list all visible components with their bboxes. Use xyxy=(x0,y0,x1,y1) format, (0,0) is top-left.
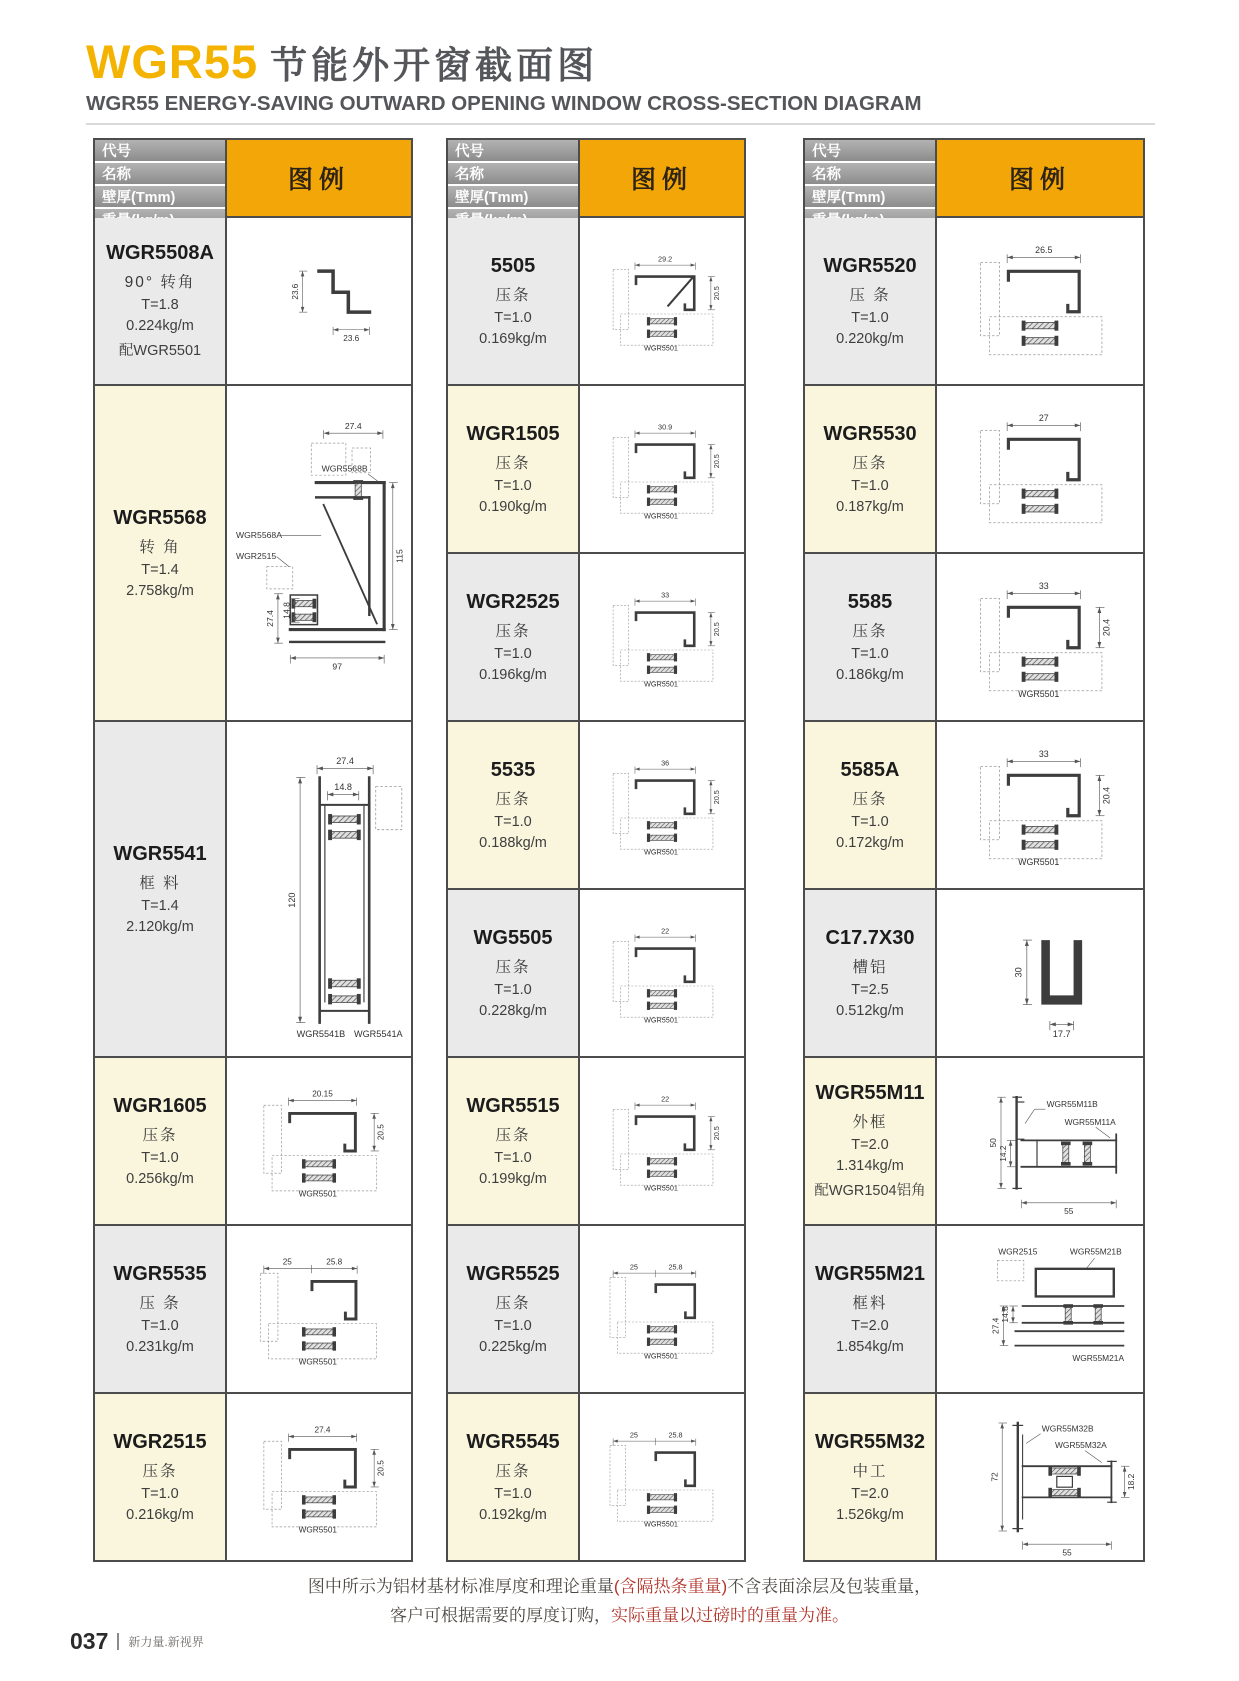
profile-code: WGR5508A xyxy=(106,242,214,264)
profile-diagram xyxy=(937,1394,1143,1560)
svg-text:WGR55M11B: WGR55M11B xyxy=(1046,1098,1098,1109)
header-label: 壁厚(Tmm) xyxy=(805,186,935,209)
profile-row-WGR5541 xyxy=(95,720,411,1056)
svg-text:27.4: 27.4 xyxy=(336,755,354,766)
profile-diagram xyxy=(937,890,1143,1056)
profile-code: WGR55M21 xyxy=(814,1263,926,1285)
profile-weight: 0.199kg/m xyxy=(479,1171,547,1187)
profile-code: WGR5545 xyxy=(466,1431,560,1453)
profile-name: 压条 xyxy=(142,1463,178,1480)
legend-header: 图例 xyxy=(630,166,693,194)
profile-extra: 配WGR1504铝角 xyxy=(814,1183,926,1199)
profile-code: WGR2525 xyxy=(466,591,560,613)
svg-text:WGR5501: WGR5501 xyxy=(298,1357,337,1367)
profile-row-WGR55M21 xyxy=(805,1224,1143,1392)
table-header xyxy=(95,140,411,216)
cross-section-drawing xyxy=(584,390,740,548)
profile-name: 压条 xyxy=(495,791,531,808)
profile-name: 框料 xyxy=(852,1295,888,1312)
profile-row-5585 xyxy=(805,552,1143,720)
svg-text:WGR5568B: WGR5568B xyxy=(321,463,368,474)
profile-thickness: T=1.0 xyxy=(141,1318,179,1334)
svg-text:WGR55M21A: WGR55M21A xyxy=(1072,1353,1125,1364)
svg-text:97: 97 xyxy=(332,661,343,672)
profile-code: WGR1505 xyxy=(466,423,560,445)
svg-text:WGR55M11A: WGR55M11A xyxy=(1064,1116,1116,1127)
profile-info xyxy=(448,218,580,384)
svg-text:WGR2515: WGR2515 xyxy=(235,551,277,562)
svg-text:36: 36 xyxy=(661,758,670,768)
profile-weight: 0.169kg/m xyxy=(479,331,547,347)
profile-diagram xyxy=(937,722,1143,888)
profile-diagram xyxy=(227,386,411,720)
profile-weight: 1.854kg/m xyxy=(836,1339,904,1355)
header-label: 壁厚(Tmm) xyxy=(95,186,225,209)
cross-section-drawing xyxy=(584,1062,740,1220)
profile-diagram xyxy=(937,386,1143,552)
svg-text:55: 55 xyxy=(1064,1206,1074,1217)
profile-weight: 0.186kg/m xyxy=(836,667,904,683)
profile-info xyxy=(448,554,580,720)
note-text-red: (含隔热条重量) xyxy=(613,1577,728,1596)
profile-info xyxy=(95,1058,227,1224)
profile-name: 外框 xyxy=(852,1114,888,1131)
header-label: 名称 xyxy=(95,163,225,186)
svg-text:WGR5501: WGR5501 xyxy=(643,343,678,353)
svg-text:14.8: 14.8 xyxy=(281,602,292,619)
profile-code: 5585A xyxy=(840,759,900,781)
profile-row-WGR2515 xyxy=(95,1392,411,1560)
profile-thickness: T=2.0 xyxy=(851,1318,889,1334)
cross-section-drawing xyxy=(231,390,407,716)
profile-thickness: T=1.0 xyxy=(494,1318,532,1334)
note-text-red: 实际重量以过磅时的重量为准。 xyxy=(611,1606,849,1626)
page-brand: 新力量.新视界 xyxy=(128,1635,204,1649)
svg-text:20.5: 20.5 xyxy=(712,622,722,637)
svg-text:33: 33 xyxy=(1038,580,1049,591)
profile-code: WGR5568 xyxy=(113,507,207,529)
profile-info xyxy=(805,1226,937,1392)
profile-code: 5535 xyxy=(490,759,536,781)
profile-thickness: T=1.0 xyxy=(141,1150,179,1166)
profile-code: WGR2515 xyxy=(113,1431,207,1453)
svg-text:WGR5541B: WGR5541B xyxy=(296,1028,346,1039)
profile-row-C17.7X30 xyxy=(805,888,1143,1056)
profile-weight: 0.225kg/m xyxy=(479,1339,547,1355)
header-label: 代号 xyxy=(805,140,935,163)
profile-info xyxy=(448,1226,580,1392)
svg-text:50: 50 xyxy=(988,1138,999,1148)
legend-header: 图例 xyxy=(1008,166,1071,194)
page-footer xyxy=(70,1628,204,1655)
profile-diagram xyxy=(580,386,744,552)
profile-thickness: T=1.0 xyxy=(494,814,532,830)
svg-text:25: 25 xyxy=(629,1430,638,1440)
profile-weight: 0.512kg/m xyxy=(836,1003,904,1019)
table-header xyxy=(805,140,1143,216)
svg-text:WGR5501: WGR5501 xyxy=(1018,857,1060,868)
profile-name: 压条 xyxy=(495,959,531,976)
cross-section-drawing xyxy=(231,1230,407,1388)
svg-text:27: 27 xyxy=(1038,412,1049,423)
svg-text:WGR5501: WGR5501 xyxy=(643,847,678,857)
profile-thickness: T=1.4 xyxy=(141,562,179,578)
header-label: 名称 xyxy=(448,163,578,186)
profile-diagram xyxy=(580,1226,744,1392)
profile-weight: 0.224kg/m xyxy=(126,318,194,334)
profile-thickness: T=1.0 xyxy=(851,814,889,830)
table-header-labels xyxy=(95,140,227,216)
legend-header: 图例 xyxy=(287,166,350,194)
svg-text:14.8: 14.8 xyxy=(1000,1306,1011,1323)
footer-note-line-2 xyxy=(0,1601,1239,1630)
profile-code: WGR5520 xyxy=(823,255,917,277)
profile-row-WGR2525 xyxy=(448,552,744,720)
profile-thickness: T=2.5 xyxy=(851,982,889,998)
svg-text:27.4: 27.4 xyxy=(344,420,362,431)
profile-thickness: T=1.0 xyxy=(851,478,889,494)
profile-code: WGR5535 xyxy=(113,1263,207,1285)
profile-info xyxy=(805,386,937,552)
page-title xyxy=(86,34,1239,89)
profile-weight: 0.216kg/m xyxy=(126,1507,194,1523)
profile-code: WGR55M32 xyxy=(814,1431,926,1453)
profile-weight: 0.220kg/m xyxy=(836,331,904,347)
cross-section-drawing xyxy=(941,390,1139,548)
profile-thickness: T=1.0 xyxy=(494,1486,532,1502)
svg-text:18.2: 18.2 xyxy=(1126,1473,1137,1490)
profile-code: WGR55M11 xyxy=(815,1082,925,1104)
profile-row-WGR5515 xyxy=(448,1056,744,1224)
profile-info xyxy=(805,722,937,888)
profile-row-WGR5530 xyxy=(805,384,1143,552)
note-text: 图中所示为铝材基材标准厚度和理论重量 xyxy=(307,1577,614,1596)
profile-name: 压 条 xyxy=(139,1295,181,1312)
svg-text:72: 72 xyxy=(989,1472,1000,1482)
header-label: 代号 xyxy=(448,140,578,163)
profile-row-WGR5520 xyxy=(805,216,1143,384)
profile-diagram xyxy=(580,890,744,1056)
svg-text:WGR5541A: WGR5541A xyxy=(354,1028,403,1039)
profile-row-WGR1505 xyxy=(448,384,744,552)
svg-text:30: 30 xyxy=(1013,967,1024,978)
profile-info xyxy=(448,386,580,552)
profile-name: 压条 xyxy=(852,623,888,640)
svg-text:20.4: 20.4 xyxy=(1101,786,1112,805)
profile-row-WGR5535 xyxy=(95,1224,411,1392)
profile-diagram xyxy=(227,1394,411,1560)
svg-text:25.8: 25.8 xyxy=(668,1430,683,1440)
profile-row-WGR55M11 xyxy=(805,1056,1143,1224)
svg-text:20.5: 20.5 xyxy=(376,1460,386,1477)
profile-name: 中工 xyxy=(852,1463,888,1480)
profile-row-WGR1605 xyxy=(95,1056,411,1224)
svg-text:26.5: 26.5 xyxy=(1035,244,1053,255)
profile-info xyxy=(805,554,937,720)
cross-section-drawing xyxy=(584,1398,740,1556)
profile-name: 转 角 xyxy=(139,539,181,556)
profile-info xyxy=(448,890,580,1056)
profile-diagram xyxy=(227,722,411,1056)
cross-section-drawing xyxy=(584,558,740,716)
profile-diagram xyxy=(580,1058,744,1224)
svg-text:WGR5501: WGR5501 xyxy=(298,1525,337,1535)
table-header xyxy=(448,140,744,216)
svg-text:115: 115 xyxy=(394,549,405,563)
cross-section-drawing xyxy=(584,222,740,380)
cross-section-drawing xyxy=(941,1398,1139,1556)
svg-text:20.15: 20.15 xyxy=(312,1089,333,1099)
svg-text:25.8: 25.8 xyxy=(668,1262,683,1272)
profile-name: 压条 xyxy=(142,1127,178,1144)
profile-diagram xyxy=(580,218,744,384)
profile-weight: 0.172kg/m xyxy=(836,835,904,851)
profile-weight: 0.256kg/m xyxy=(126,1171,194,1187)
profile-info xyxy=(805,218,937,384)
profile-name: 框 料 xyxy=(139,875,181,892)
table-header-labels xyxy=(805,140,937,216)
profile-diagram xyxy=(937,218,1143,384)
svg-text:WGR5501: WGR5501 xyxy=(643,1183,678,1193)
profile-thickness: T=1.0 xyxy=(141,1486,179,1502)
cross-section-drawing xyxy=(941,1062,1139,1220)
profile-row-5535 xyxy=(448,720,744,888)
profile-weight: 1.314kg/m xyxy=(836,1158,904,1174)
cross-section-drawing xyxy=(941,894,1139,1052)
svg-text:27.4: 27.4 xyxy=(264,610,275,627)
cross-section-drawing xyxy=(941,1230,1139,1388)
profile-weight: 1.526kg/m xyxy=(836,1507,904,1523)
cross-section-drawing xyxy=(584,894,740,1052)
profile-thickness: T=2.0 xyxy=(851,1486,889,1502)
cross-section-drawing xyxy=(941,726,1139,884)
profile-thickness: T=1.0 xyxy=(494,1150,532,1166)
profile-name: 90° 转角 xyxy=(124,274,196,291)
cross-section-drawing xyxy=(231,222,407,380)
profile-diagram xyxy=(227,1058,411,1224)
svg-text:WGR5501: WGR5501 xyxy=(298,1189,337,1199)
svg-text:20.5: 20.5 xyxy=(712,286,722,301)
profile-info xyxy=(95,218,227,384)
svg-text:20.4: 20.4 xyxy=(1101,618,1112,637)
profile-weight: 2.758kg/m xyxy=(126,583,194,599)
page-title-code: WGR55 xyxy=(86,35,259,88)
profile-thickness: T=1.0 xyxy=(494,478,532,494)
profile-info xyxy=(95,1394,227,1560)
profile-info xyxy=(448,722,580,888)
table-header-labels xyxy=(448,140,580,216)
svg-text:25: 25 xyxy=(282,1257,292,1267)
header-label: 壁厚(Tmm) xyxy=(448,186,578,209)
profile-name: 压 条 xyxy=(849,287,891,304)
svg-text:23.6: 23.6 xyxy=(343,333,360,343)
profile-info xyxy=(805,890,937,1056)
profile-row-WGR5525 xyxy=(448,1224,744,1392)
svg-text:WGR5501: WGR5501 xyxy=(643,511,678,521)
profile-code: WGR5515 xyxy=(466,1095,560,1117)
svg-text:25: 25 xyxy=(629,1262,638,1272)
cross-section-drawing xyxy=(231,1062,407,1220)
page-title-cn: 节能外开窗截面图 xyxy=(270,45,599,86)
profile-thickness: T=1.0 xyxy=(851,646,889,662)
svg-text:WGR55M32B: WGR55M32B xyxy=(1041,1423,1094,1434)
profile-info xyxy=(95,1226,227,1392)
svg-text:14.2: 14.2 xyxy=(997,1145,1008,1162)
profile-row-WG5505 xyxy=(448,888,744,1056)
profile-weight: 0.228kg/m xyxy=(479,1003,547,1019)
svg-text:WGR5501: WGR5501 xyxy=(643,1519,678,1529)
svg-text:WGR5501: WGR5501 xyxy=(643,1015,678,1025)
profile-thickness: T=1.8 xyxy=(141,297,179,313)
profile-name: 压条 xyxy=(852,791,888,808)
profile-table-2 xyxy=(446,138,746,1562)
profile-diagram xyxy=(227,1226,411,1392)
profile-name: 压条 xyxy=(495,287,531,304)
profile-thickness: T=1.0 xyxy=(494,646,532,662)
profile-code: WGR5530 xyxy=(823,423,917,445)
footer-note-line-1 xyxy=(0,1572,1239,1601)
profile-code: 5585 xyxy=(847,591,893,613)
page-number: 037 xyxy=(70,1628,109,1654)
page-footer-divider xyxy=(117,1633,119,1650)
profile-name: 压条 xyxy=(495,1463,531,1480)
profile-row-WGR5508A xyxy=(95,216,411,384)
svg-text:20.5: 20.5 xyxy=(712,1126,722,1141)
svg-text:20.5: 20.5 xyxy=(712,790,722,805)
profile-code: C17.7X30 xyxy=(825,927,915,949)
profile-row-WGR55M32 xyxy=(805,1392,1143,1560)
header-label: 名称 xyxy=(805,163,935,186)
svg-text:120: 120 xyxy=(286,892,297,908)
profile-name: 槽铝 xyxy=(852,959,888,976)
profile-row-5585A xyxy=(805,720,1143,888)
profile-weight: 0.188kg/m xyxy=(479,835,547,851)
profile-weight: 0.187kg/m xyxy=(836,499,904,515)
profile-weight: 0.190kg/m xyxy=(479,499,547,515)
svg-text:20.5: 20.5 xyxy=(712,454,722,469)
svg-text:WGR2515: WGR2515 xyxy=(998,1246,1038,1257)
header-divider xyxy=(86,123,1155,125)
profile-table-3 xyxy=(803,138,1145,1562)
cross-section-drawing xyxy=(941,558,1139,716)
profile-diagram xyxy=(580,1394,744,1560)
cross-section-drawing xyxy=(231,726,407,1052)
profile-weight: 0.192kg/m xyxy=(479,1507,547,1523)
profile-info xyxy=(448,1394,580,1560)
cross-section-drawing xyxy=(584,1230,740,1388)
svg-text:17.7: 17.7 xyxy=(1052,1028,1071,1039)
cross-section-drawing xyxy=(584,726,740,884)
svg-text:WGR55M21B: WGR55M21B xyxy=(1069,1246,1122,1257)
svg-text:WGR5501: WGR5501 xyxy=(643,1351,678,1361)
svg-text:WGR5501: WGR5501 xyxy=(1018,689,1060,700)
profile-thickness: T=2.0 xyxy=(851,1137,889,1153)
profile-info xyxy=(805,1058,937,1224)
profile-name: 压条 xyxy=(852,455,888,472)
svg-text:22: 22 xyxy=(661,1094,670,1104)
svg-text:WGR5501: WGR5501 xyxy=(643,679,678,689)
page-subtitle: WGR55 ENERGY-SAVING OUTWARD OPENING WINDOW CROSS-SECTION DIAGRAM xyxy=(86,92,922,115)
profile-diagram xyxy=(580,722,744,888)
note-text: 不含表面涂层及包装重量， xyxy=(727,1577,932,1596)
profile-thickness: T=1.0 xyxy=(494,982,532,998)
profile-name: 压条 xyxy=(495,623,531,640)
profile-info xyxy=(805,1394,937,1560)
profile-weight: 0.231kg/m xyxy=(126,1339,194,1355)
profile-row-WGR5568 xyxy=(95,384,411,720)
profile-diagram xyxy=(937,554,1143,720)
svg-text:30.9: 30.9 xyxy=(658,422,673,432)
svg-text:WGR5568A: WGR5568A xyxy=(235,530,282,541)
svg-text:27.4: 27.4 xyxy=(990,1317,1001,1334)
profile-info xyxy=(95,722,227,1056)
profile-diagram xyxy=(227,218,411,384)
profile-code: WGR5541 xyxy=(113,843,207,865)
page-header xyxy=(0,0,1239,125)
svg-text:27.4: 27.4 xyxy=(314,1425,331,1435)
svg-text:20.5: 20.5 xyxy=(376,1124,386,1141)
profile-info xyxy=(95,386,227,720)
profile-thickness: T=1.0 xyxy=(851,310,889,326)
svg-text:23.6: 23.6 xyxy=(290,283,300,300)
profile-thickness: T=1.4 xyxy=(141,898,179,914)
svg-text:25.8: 25.8 xyxy=(326,1257,343,1267)
profile-tables xyxy=(0,138,1239,1562)
note-text: 客户可根据需要的厚度订购， xyxy=(390,1606,611,1626)
profile-code: WGR5525 xyxy=(466,1263,560,1285)
profile-thickness: T=1.0 xyxy=(494,310,532,326)
svg-text:22: 22 xyxy=(661,926,670,936)
profile-diagram xyxy=(580,554,744,720)
profile-code: WGR1605 xyxy=(113,1095,207,1117)
profile-info xyxy=(448,1058,580,1224)
profile-table-1 xyxy=(93,138,413,1562)
profile-row-5505 xyxy=(448,216,744,384)
svg-text:29.2: 29.2 xyxy=(658,254,673,264)
footer-note xyxy=(0,1572,1239,1630)
profile-diagram xyxy=(937,1058,1143,1224)
profile-code: 5505 xyxy=(490,255,536,277)
svg-text:WGR55M32A: WGR55M32A xyxy=(1055,1440,1107,1451)
profile-diagram xyxy=(937,1226,1143,1392)
profile-row-WGR5545 xyxy=(448,1392,744,1560)
svg-text:33: 33 xyxy=(1038,748,1049,759)
profile-code: WG5505 xyxy=(473,927,553,949)
profile-name: 压条 xyxy=(495,1295,531,1312)
cross-section-drawing xyxy=(231,1398,407,1556)
svg-text:55: 55 xyxy=(1062,1547,1072,1556)
profile-weight: 0.196kg/m xyxy=(479,667,547,683)
svg-text:14.8: 14.8 xyxy=(334,781,352,792)
profile-extra: 配WGR5501 xyxy=(118,343,202,359)
profile-name: 压条 xyxy=(495,1127,531,1144)
profile-weight: 2.120kg/m xyxy=(126,919,194,935)
svg-text:33: 33 xyxy=(661,590,670,600)
cross-section-drawing xyxy=(941,222,1139,380)
header-label: 代号 xyxy=(95,140,225,163)
profile-name: 压条 xyxy=(495,455,531,472)
